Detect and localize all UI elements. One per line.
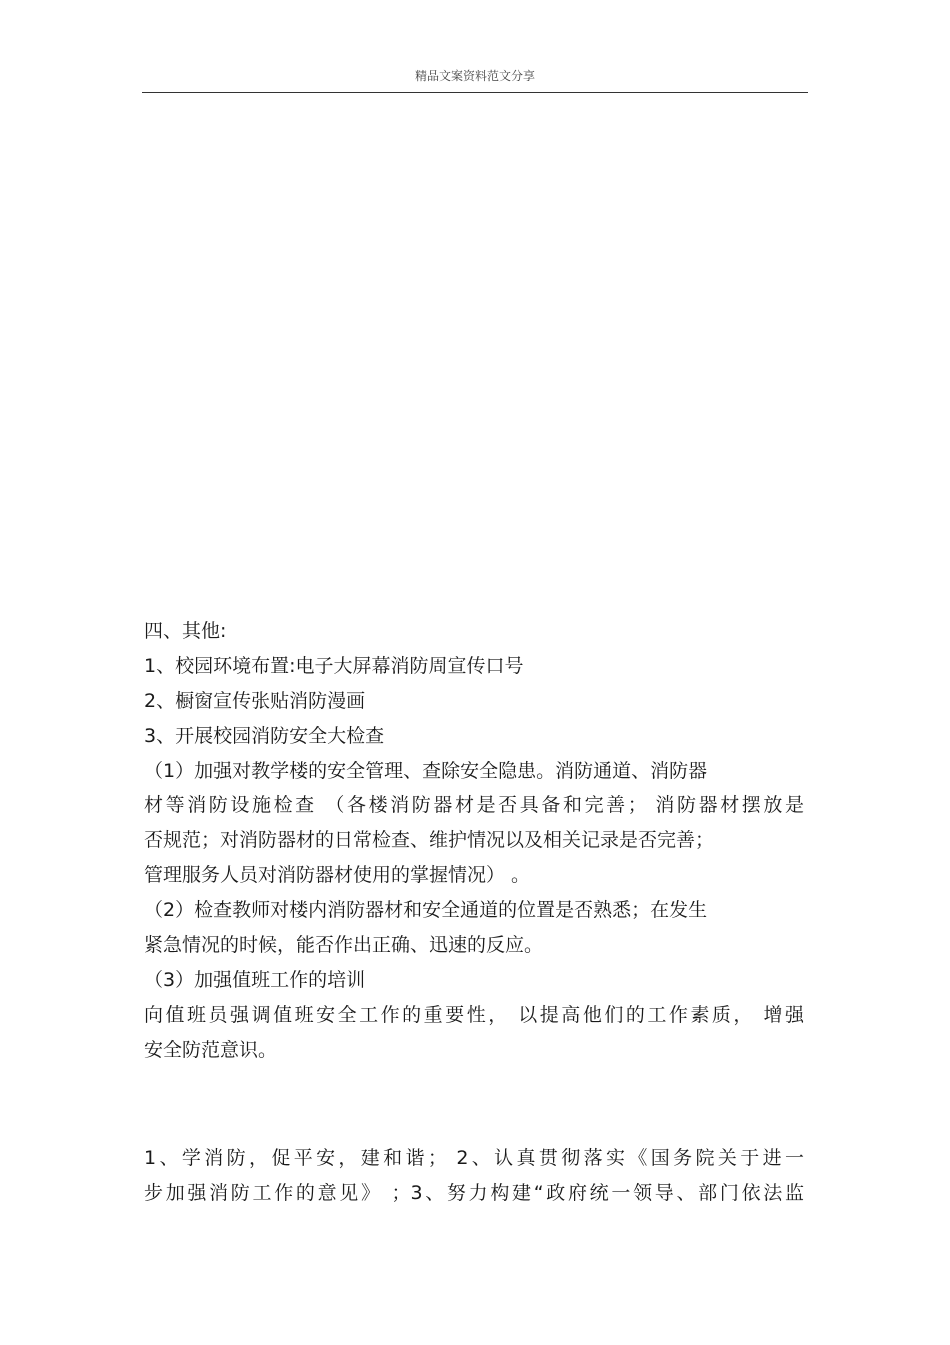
list-item-safety-inspection: 3、开展校园消防安全大检查 [144, 725, 385, 747]
paragraph-line: 安全防范意识。 [144, 1039, 278, 1061]
page-header-title: 精品文案资料范文分享 [414, 69, 535, 83]
paragraph-line: 紧急情况的时候，能否作出正确、迅速的反应。 [144, 934, 544, 956]
paragraph-line: 管理服务人员对消防器材使用的掌握情况） 。 [144, 864, 531, 886]
paragraph-line: （1）加强对教学楼的安全管理、查除安全隐患。消防通道、消防器 [144, 760, 708, 782]
paragraph-line: 否规范；对消防器材的日常检查、维护情况以及相关记录是否完善； [144, 829, 715, 851]
paragraph-line: 向值班员强调值班安全工作的重要性， 以提高他们的工作素质， 增强 [144, 1004, 804, 1026]
paragraph-line: （3）加强值班工作的培训 [144, 969, 366, 991]
list-item-window-display: 2、橱窗宣传张贴消防漫画 [144, 690, 366, 712]
list-item-environment: 1、校园环境布置:电子大屏幕消防周宣传口号 [144, 655, 524, 677]
paragraph-line: （2）检查教师对楼内消防器材和安全通道的位置是否熟悉；在发生 [144, 899, 708, 921]
section-heading-other: 四、其他: [144, 620, 227, 642]
paragraph-line: 1、学消防，促平安，建和谐； 2、认真贯彻落实《国务院关于进一 [144, 1147, 804, 1169]
paragraph-line: 步加强消防工作的意见》 ；3、努力构建“政府统一领导、部门依法监 [144, 1182, 804, 1204]
page-header [142, 64, 808, 93]
paragraph-line: 材等消防设施检查 （各楼消防器材是否具备和完善； 消防器材摆放是 [144, 794, 804, 816]
